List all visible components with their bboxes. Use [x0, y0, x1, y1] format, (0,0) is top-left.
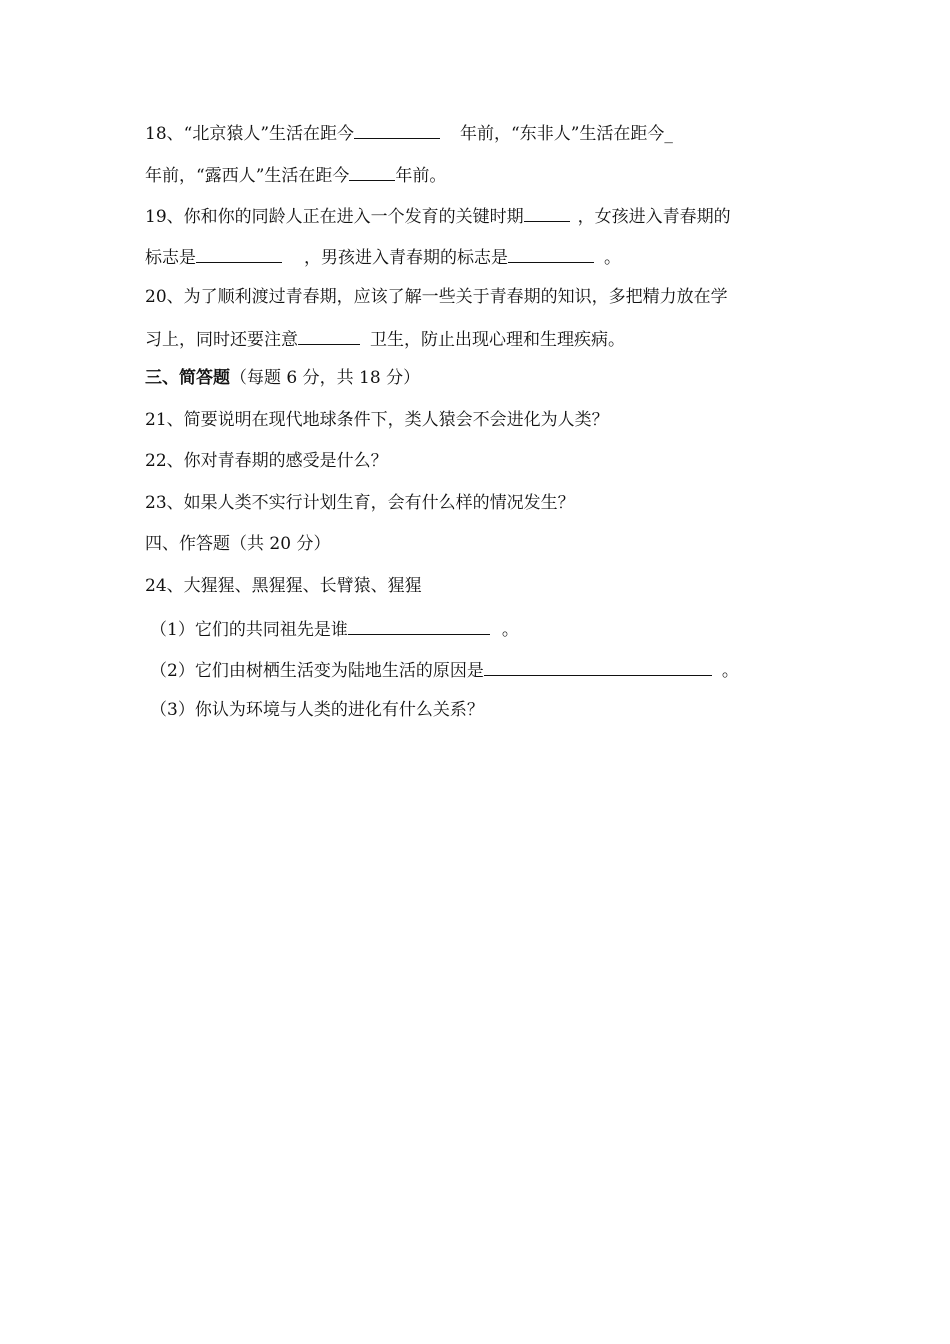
q20-text-c: 卫生，防止出现心理和生理疾病。: [370, 330, 625, 350]
q24-part-1: [150, 617, 519, 641]
q19-blank-boys[interactable]: [508, 245, 594, 263]
q20-line-2: [145, 327, 625, 351]
q24-part-2: [150, 658, 739, 682]
q19-blank-girls[interactable]: [196, 245, 282, 263]
q18-line-1: [145, 121, 673, 145]
q23-text: 23、如果人类不实行计划生育，会有什么样的情况发生？: [145, 493, 575, 513]
q20-line-1: [145, 286, 728, 308]
section-4-title: 四、作答题（共 20 分）: [145, 534, 331, 554]
q18-text-d: 年前。: [395, 166, 447, 186]
q18-text-b: 年前，“东非人”生活在距今_: [460, 124, 673, 144]
q20-text-a: 20、为了顺利渡过青春期，应该了解一些关于青春期的知识，多把精力放在学: [145, 287, 728, 307]
q20-text-b: 习上，同时还要注意: [145, 330, 298, 350]
q18-line-2: [145, 163, 446, 187]
q18-blank-beijing-man[interactable]: [354, 121, 440, 139]
q22: [145, 450, 388, 472]
q24-stem-text: 24、大猩猩、黑猩猩、长臂猿、猩猩: [145, 576, 422, 596]
q19-line-2: [145, 245, 621, 269]
q24-part-3-text: （3）你认为环境与人类的进化有什么关系？: [150, 700, 484, 720]
q24-part-1-text: （1）它们的共同祖先是谁: [150, 620, 348, 640]
q24-part-3: [150, 699, 484, 721]
q19-text-d: ，男孩进入青春期的标志是: [304, 248, 508, 268]
q18-text-a: 18、“北京猿人”生活在距今: [145, 124, 355, 144]
section-3-note: （每题 6 分，共 18 分）: [230, 368, 421, 388]
q19-line-1: [145, 204, 731, 228]
q23: [145, 492, 575, 514]
q18-text-c: 年前，“露西人”生活在距今: [145, 166, 350, 186]
q19-text-a: 19、你和你的同龄人正在进入一个发育的关键时期: [145, 207, 524, 227]
section-4-heading: [145, 533, 330, 555]
q21-text: 21、简要说明在现代地球条件下，类人猿会不会进化为人类？: [145, 410, 609, 430]
q19-text-c: 标志是: [145, 248, 196, 268]
q19-text-e: 。: [604, 248, 621, 268]
q24-part-2-end: 。: [721, 661, 739, 681]
q19-blank-period[interactable]: [524, 204, 570, 222]
q24-blank-reason[interactable]: [484, 658, 712, 676]
q24-stem: [145, 575, 422, 597]
q24-part-2-text: （2）它们由树栖生活变为陆地生活的原因是: [150, 661, 484, 681]
q20-blank-hygiene[interactable]: [298, 327, 360, 345]
section-3-heading: [145, 367, 420, 389]
q19-text-b: ，女孩进入青春期的: [577, 207, 731, 227]
q24-part-1-end: 。: [501, 620, 519, 640]
q22-text: 22、你对青春期的感受是什么？: [145, 451, 388, 471]
q18-blank-lucy[interactable]: [349, 163, 395, 181]
q21: [145, 409, 609, 431]
q24-blank-ancestor[interactable]: [348, 617, 490, 635]
section-3-title: 三、简答题: [145, 368, 230, 388]
